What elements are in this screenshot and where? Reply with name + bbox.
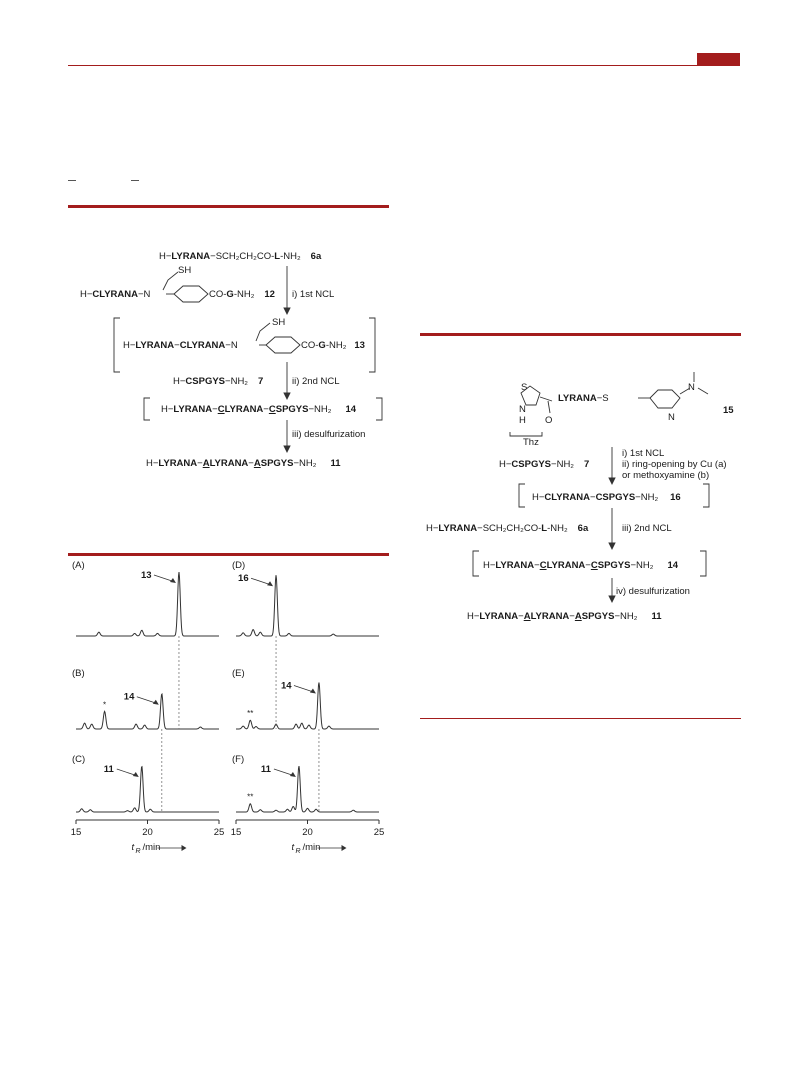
peak-label: 16 bbox=[238, 573, 249, 585]
x-axis-label: t bbox=[291, 842, 295, 853]
intermediate-13-end: CO-G-NH₂ 13 bbox=[301, 340, 365, 351]
r-product-14: H−LYRANA−CLYRANA−CSPGYS−NH₂ 14 bbox=[483, 560, 679, 571]
r-step-2: iii) 2nd NCL bbox=[622, 523, 672, 534]
pyridine-n: N bbox=[668, 412, 675, 423]
x-axis-label-unit: /min bbox=[142, 842, 161, 853]
x-tick-label: 15 bbox=[70, 827, 82, 838]
product-11: H−LYRANA−ALYRANA−ASPGYS−NH₂ 11 bbox=[146, 458, 341, 469]
chromatogram-trace bbox=[236, 575, 379, 636]
peak-marker: ** bbox=[247, 792, 254, 802]
label-15: 15 bbox=[723, 405, 734, 416]
x-tick-label: 20 bbox=[142, 827, 153, 838]
r-product-11: H−LYRANA−ALYRANA−ASPGYS−NH₂ 11 bbox=[467, 611, 662, 622]
chromatogram-trace bbox=[236, 683, 379, 730]
chromatogram-trace bbox=[76, 572, 219, 636]
thz-ring-h: H bbox=[519, 415, 526, 426]
peak-marker: ** bbox=[247, 709, 254, 719]
thioester-15: LYRANA−S bbox=[558, 393, 609, 404]
x-axis-arrow-head bbox=[342, 845, 347, 851]
intermediate-13: H−LYRANA−CLYRANA−N bbox=[123, 340, 238, 351]
x-tick-label: 15 bbox=[230, 827, 242, 838]
panel-label: (A) bbox=[72, 560, 85, 571]
x-axis-label: t bbox=[131, 842, 135, 853]
x-axis-label-sub: R bbox=[135, 848, 141, 855]
step-2nd-ncl: ii) 2nd NCL bbox=[292, 376, 340, 387]
r-reagent-6a: H−LYRANA−SCH₂CH₂CO-L-NH₂ 6a bbox=[426, 523, 589, 534]
r-peptide-7: H−CSPGYS−NH₂ 7 bbox=[499, 459, 590, 470]
x-axis-arrow-head bbox=[182, 845, 187, 851]
x-axis-label-sub: R bbox=[295, 848, 301, 855]
r-product-16: H−CLYRANA−CSPGYS−NH₂ 16 bbox=[532, 492, 681, 503]
x-axis-label-unit: /min bbox=[302, 842, 321, 853]
peak-marker: * bbox=[103, 700, 107, 710]
chromatogram-trace bbox=[76, 691, 219, 729]
r-step-1b: ii) ring-opening by Cu (a) bbox=[622, 459, 727, 470]
x-tick-label: 25 bbox=[213, 827, 225, 838]
intermediate-sh-label: SH bbox=[272, 317, 286, 328]
carbonyl-o: O bbox=[545, 415, 553, 426]
peak-label: 11 bbox=[103, 764, 114, 775]
r-step-1c: or methoxyamine (b) bbox=[622, 470, 710, 481]
thz-ring-n: N bbox=[519, 404, 526, 415]
panel-label: (E) bbox=[232, 668, 245, 679]
amine-n: N bbox=[688, 382, 695, 393]
x-tick-label: 25 bbox=[373, 827, 385, 838]
reagent-6a: H−LYRANA−SCH₂CH₂CO-L-NH₂ 6a bbox=[159, 251, 322, 262]
peak-label: 13 bbox=[140, 570, 152, 581]
chromatogram-trace bbox=[76, 767, 219, 812]
x-tick-label: 20 bbox=[302, 827, 313, 838]
thz-ring-s: S bbox=[521, 382, 528, 393]
product-14: H−LYRANA−CLYRANA−CSPGYS−NH₂ 14 bbox=[161, 404, 357, 415]
peak-label: 14 bbox=[280, 680, 292, 692]
step-1st-ncl: i) 1st NCL bbox=[292, 289, 335, 300]
peptide-7: H−CSPGYS−NH₂ 7 bbox=[173, 376, 264, 387]
chromatogram-trace bbox=[236, 766, 379, 812]
r-step-3: iv) desulfurization bbox=[616, 586, 690, 597]
panel-label: (C) bbox=[72, 754, 86, 765]
step-desulfurization: iii) desulfurization bbox=[292, 429, 366, 440]
panel-label: (D) bbox=[232, 560, 246, 571]
aux-peptide-12-end: CO-G-NH₂ 12 bbox=[209, 289, 275, 300]
aux-peptide-12: H−CLYRANA−N bbox=[80, 289, 151, 300]
aux-sh-label: SH bbox=[178, 265, 192, 276]
peak-label: 11 bbox=[260, 764, 271, 775]
peak-label: 14 bbox=[123, 691, 135, 703]
thz-label: Thz bbox=[523, 437, 539, 448]
panel-label: (B) bbox=[72, 668, 85, 679]
r-step-1: i) 1st NCL bbox=[622, 448, 665, 459]
panel-label: (F) bbox=[232, 754, 245, 765]
